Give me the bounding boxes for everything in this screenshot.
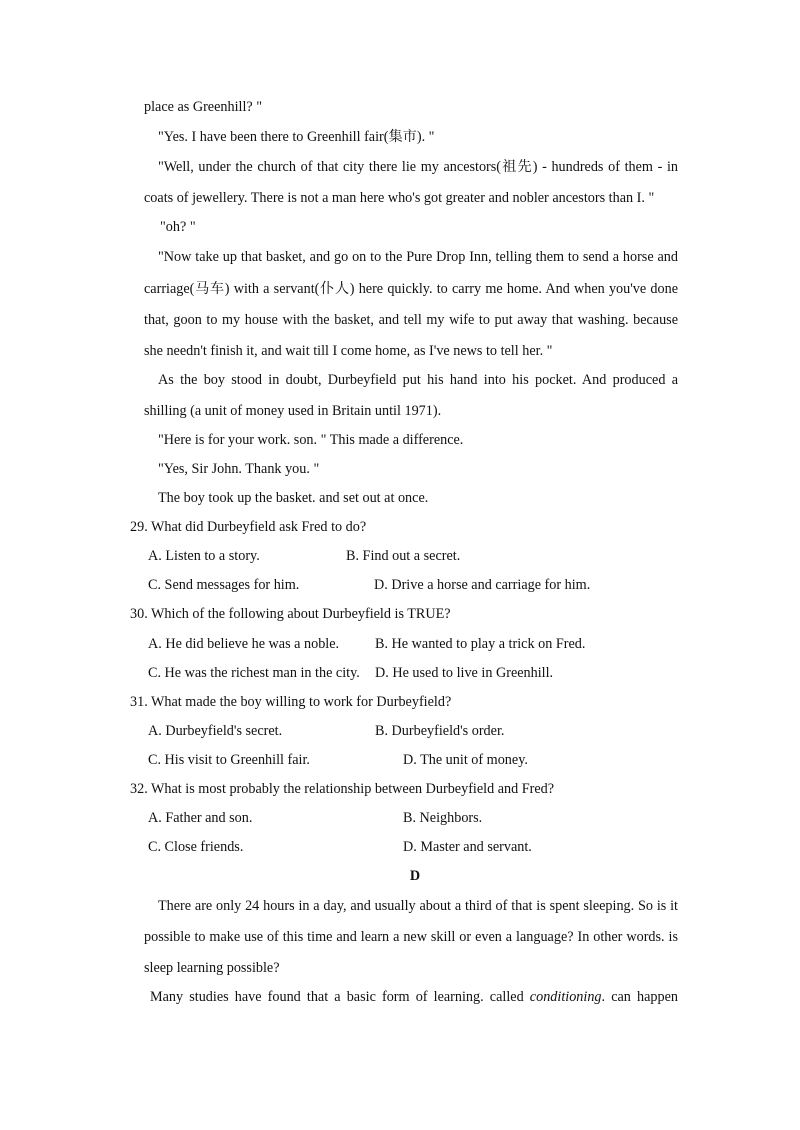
- answer-option[interactable]: C. Close friends.: [148, 839, 244, 855]
- passage-text: Many studies have found that a basic form of learning. called: [150, 989, 530, 1005]
- passage-line: "oh? ": [160, 219, 196, 235]
- passage-line: place as Greenhill? ": [144, 99, 263, 115]
- passage-line: shilling (a unit of money used in Britain until 1971).: [144, 403, 442, 419]
- passage-line: coats of jewellery. There is not a man here who's got greater and nobler ancestors than I. ": [144, 190, 655, 206]
- passage-line: "Here is for your work. son. " This made a difference.: [158, 432, 464, 448]
- answer-option[interactable]: A. He did believe he was a noble.: [148, 636, 340, 652]
- answer-option[interactable]: D. Drive a horse and carriage for him.: [374, 577, 591, 593]
- answer-option[interactable]: A. Father and son.: [148, 810, 253, 826]
- answer-option[interactable]: D. Master and servant.: [403, 839, 532, 855]
- answer-option[interactable]: C. He was the richest man in the city.: [148, 665, 360, 681]
- passage-line: sleep learning possible?: [144, 960, 280, 976]
- italic-term: conditioning: [529, 989, 602, 1005]
- answer-option[interactable]: C. Send messages for him.: [148, 577, 300, 593]
- passage-line: carriage(马车) with a servant(仆人) here quickly. to carry me home. And when you've done: [144, 281, 678, 297]
- passage-line: that, goon to my house with the basket, and tell my wife to put away that washing. because: [144, 312, 678, 328]
- answer-option[interactable]: A. Durbeyfield's secret.: [148, 723, 283, 739]
- passage-text: . can happen: [601, 989, 678, 1005]
- question-stem: 30. Which of the following about Durbeyfield is TRUE?: [130, 606, 451, 622]
- answer-option[interactable]: B. Neighbors.: [403, 810, 483, 826]
- passage-line: As the boy stood in doubt, Durbeyfield put his hand into his pocket. And produced a: [158, 372, 678, 388]
- passage-line: "Well, under the church of that city there lie my ancestors(祖先) - hundreds of them - in: [158, 159, 678, 175]
- answer-option[interactable]: D. He used to live in Greenhill.: [375, 665, 554, 681]
- answer-option[interactable]: B. Find out a secret.: [346, 548, 461, 564]
- answer-option[interactable]: C. His visit to Greenhill fair.: [148, 752, 310, 768]
- question-stem: 29. What did Durbeyfield ask Fred to do?: [130, 519, 367, 535]
- passage-line: "Now take up that basket, and go on to the Pure Drop Inn, telling them to send a horse and: [158, 249, 678, 265]
- passage-line: [150, 988, 678, 1006]
- answer-option[interactable]: B. He wanted to play a trick on Fred.: [375, 636, 586, 652]
- passage-line: "Yes. I have been there to Greenhill fair(集市). ": [158, 129, 435, 145]
- answer-option[interactable]: B. Durbeyfield's order.: [375, 723, 505, 739]
- passage-line: There are only 24 hours in a day, and usually about a third of that is spent sleeping. So is it: [158, 898, 678, 914]
- passage-line: she needn't finish it, and wait till I come home, as I've news to tell her. ": [144, 343, 553, 359]
- question-stem: 32. What is most probably the relationship between Durbeyfield and Fred?: [130, 781, 555, 797]
- question-stem: 31. What made the boy willing to work for Durbeyfield?: [130, 694, 452, 710]
- passage-line: "Yes, Sir John. Thank you. ": [158, 461, 320, 477]
- answer-option[interactable]: A. Listen to a story.: [148, 548, 260, 564]
- answer-option[interactable]: D. The unit of money.: [403, 752, 528, 768]
- passage-line: possible to make use of this time and learn a new skill or even a language? In other words. is: [144, 929, 678, 945]
- section-heading: D: [409, 868, 421, 884]
- passage-line: The boy took up the basket. and set out at once.: [158, 490, 429, 506]
